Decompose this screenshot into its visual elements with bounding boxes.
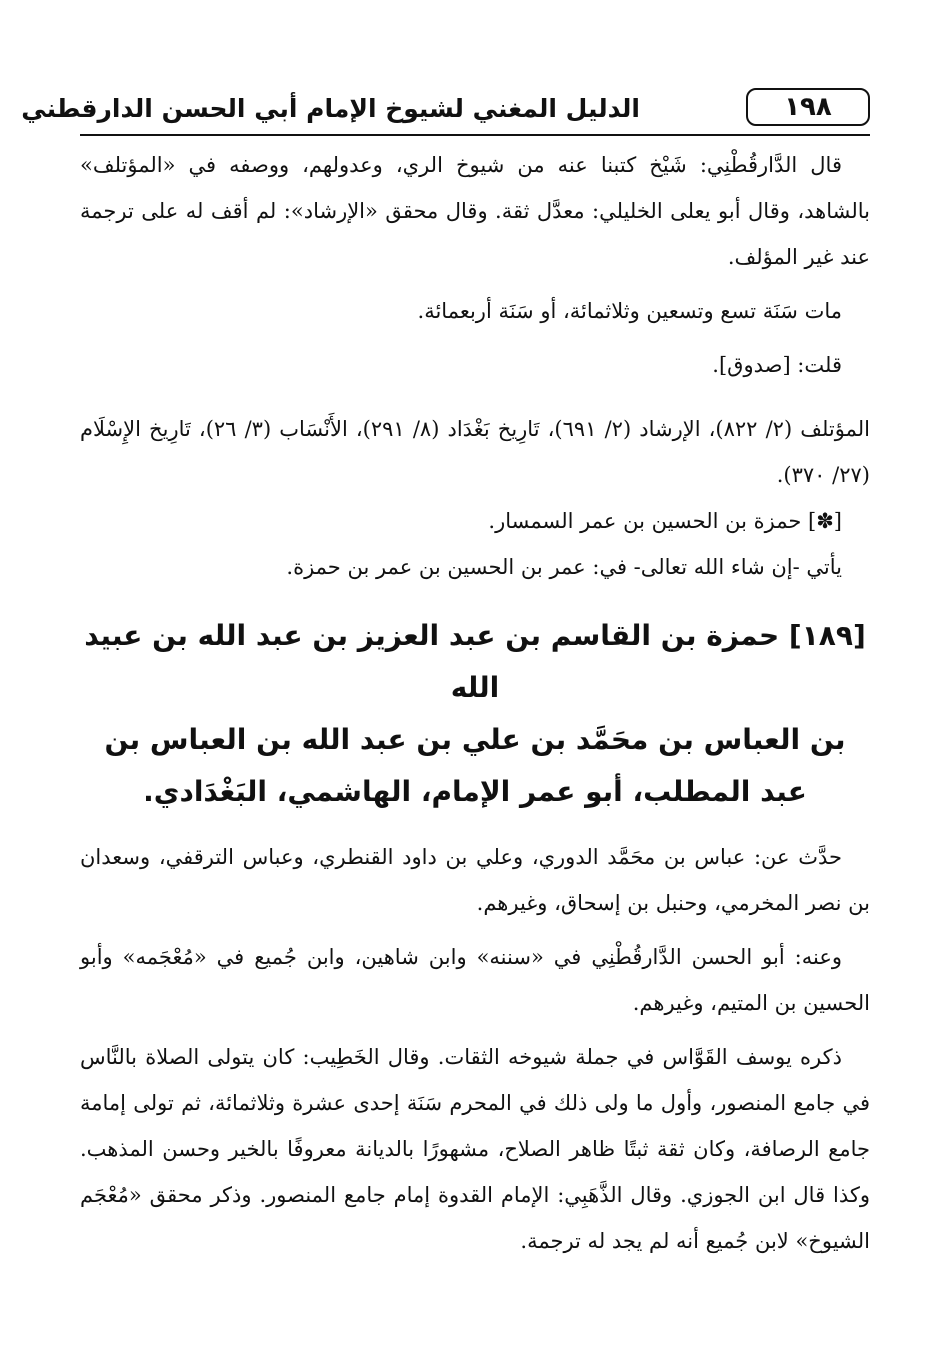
paragraph-teachers: حدَّث عن: عباس بن محَمَّد الدوري، وعلي بن داود القنطري، وعباس الترقفي، وسعدان بن نصر المخرمي، وحنبل بن إسحاق، وغيرهم.	[80, 845, 870, 915]
paragraph-biography: ذكره يوسف القَوَّاس في جملة شيوخه الثقات. وقال الخَطِيب: كان يتولى الصلاة بالنَّاس في جامع المنصور، وأول ما ولى ذلك في المحرم سَنَة إحدى عشرة وثلاثمائة، ثم تولى إمامة جامع الرصافة، وكان ثقة ثبتًا ظاهر الصلاح، مشهورًا بالديانة معروفًا بالخير وحسن المذهب. وكذا قال ابن الجوزي. وقال الذَّهَبِي: الإمام القدوة إمام جامع المنصور. وذكر محقق «مُعْجَم الشيوخ» لابن جُميع أنه لم يجد له ترجمة.	[80, 1045, 870, 1253]
entry-heading-line: بن العباس بن محَمَّد بن علي بن عبد الله بن العباس بن	[104, 723, 846, 756]
page-header	[21, 80, 870, 136]
paragraph-death-date: مات سَنَة تسع وتسعين وثلاثمائة، أو سَنَة أربعمائة.	[417, 299, 842, 323]
previous-entry-continuation	[80, 142, 870, 590]
paragraph-cross-reference-note: يأتي -إن شاء الله تعالى- في: عمر بن الحسين بن عمر بن حمزة.	[286, 555, 842, 579]
paragraph-students: وعنه: أبو الحسن الدَّارقُطْنِي في «سننه» وابن شاهين، وابن جُميع في «مُعْجَمه» وأبو الحسين بن المتيم، وغيرهم.	[80, 945, 870, 1015]
entry-heading	[80, 610, 870, 818]
entry-heading-line: [١٨٩] حمزة بن القاسم بن عبد العزيز بن عبد الله بن عبيد الله	[84, 619, 866, 704]
entry-heading-line: عبد المطلب، أبو عمر الإمام، الهاشمي، البَغْدَادي.	[143, 775, 807, 808]
paragraph-narrator-opinions: قال الدَّارقُطْنِي: شَيْخ كتبنا عنه من شيوخ الري، وعدولهم، ووصفه في «المؤتلف» بالشاهد، وقال أبو يعلى الخليلي: معدَّل ثقة. وقال محقق «الإرشاد»: لم أقف له على ترجمة عند غير المؤلف.	[80, 153, 870, 269]
paragraph-verdict: قلت: [صدوق].	[712, 353, 842, 377]
book-page	[21, 80, 870, 1264]
running-title: الدليل المغني لشيوخ الإمام أبي الحسن الدارقطني	[21, 94, 640, 123]
paragraph-sources: المؤتلف (٢/ ٨٢٢)، الإرشاد (٢/ ٦٩١)، تَارِيخ بَغْدَاد (٨/ ٢٩١)، الأَنْسَاب (٣/ ٢٦)، تَارِيخ الإِسْلَام (٢٧/ ٣٧٠).	[80, 417, 870, 487]
paragraph-cross-reference-name: [✽] حمزة بن الحسين بن عمر السمسار.	[488, 509, 842, 533]
entry-body	[80, 834, 870, 1264]
page-number: ١٩٨	[746, 88, 870, 126]
